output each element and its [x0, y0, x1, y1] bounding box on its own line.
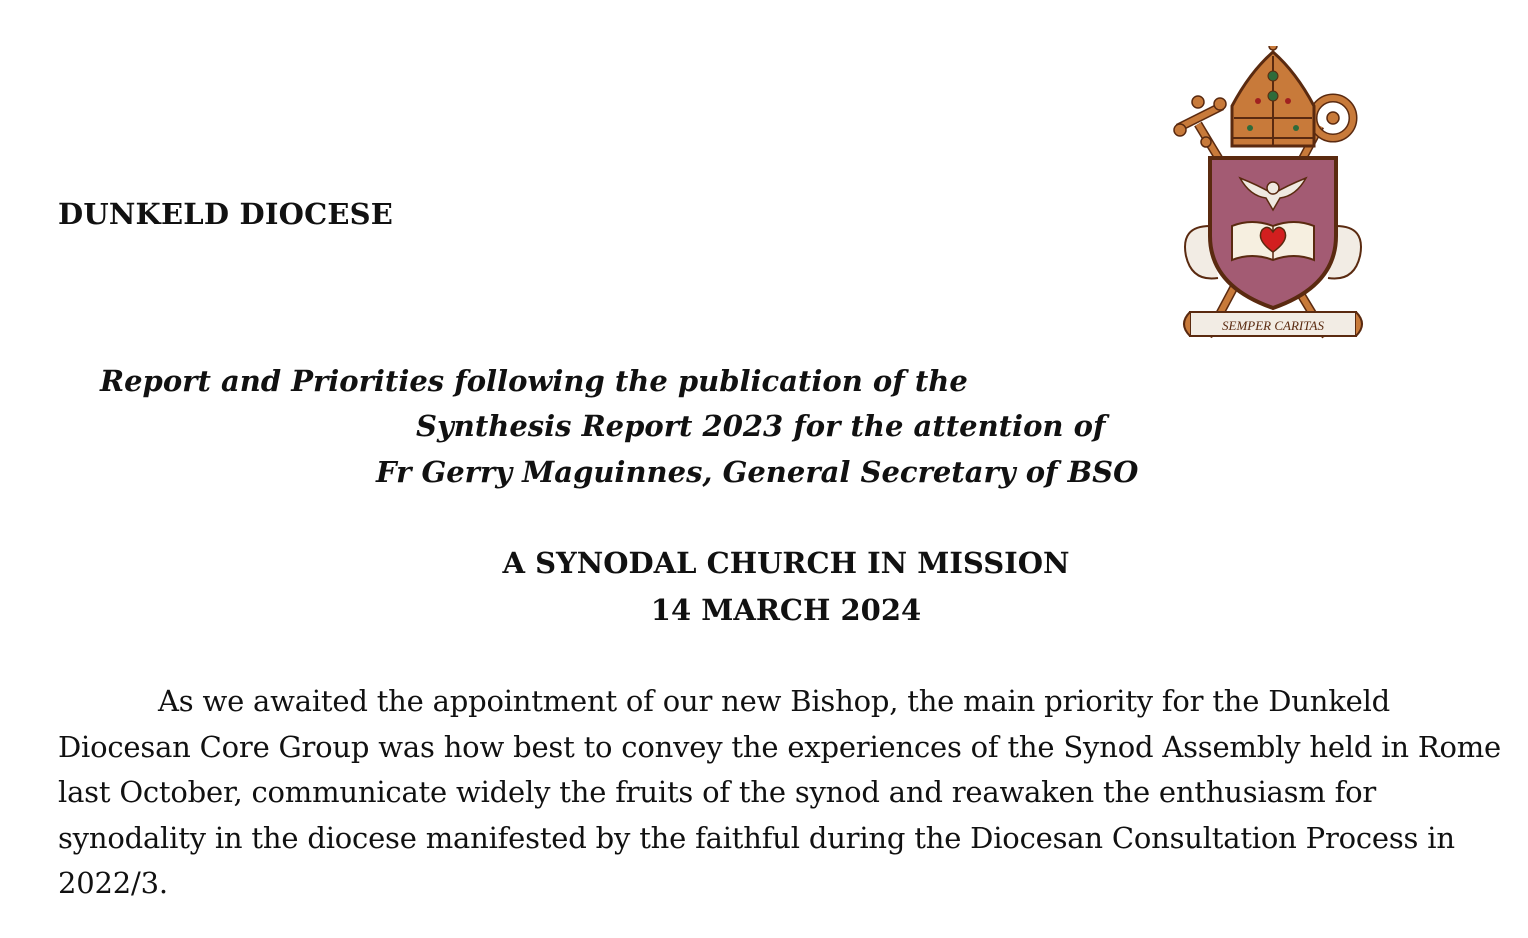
shield-icon: [1210, 158, 1336, 308]
subtitle-line-1: Report and Priorities following the publication of the: [100, 364, 968, 398]
body-paragraph: As we awaited the appointment of our new Bishop, the main priority for the Dunkeld Diocesan Core Group was how best to convey the experiences of the Synod Assembly held in Rome last October, communicate widely the fruits of the synod and reawaken the enthusiasm for synodality in the diocese manifested by the faithful during the Diocesan Consultation Process in 2022/3.: [58, 684, 1501, 900]
diocese-name: DUNKELD DIOCESE: [58, 197, 394, 231]
document-title: A SYNODAL CHURCH IN MISSION: [502, 546, 1070, 580]
document-date: 14 MARCH 2024: [650, 593, 922, 627]
motto-text: SEMPER CARITAS: [1222, 318, 1324, 333]
motto-scroll: [1184, 312, 1362, 336]
subtitle-line-2: Synthesis Report 2023 for the attention of: [416, 409, 1106, 443]
mitre-icon: [1232, 46, 1314, 146]
subtitle-line-3: Fr Gerry Maguinnes, General Secretary of BSO: [376, 455, 1139, 489]
coat-of-arms-icon: [1170, 46, 1376, 352]
